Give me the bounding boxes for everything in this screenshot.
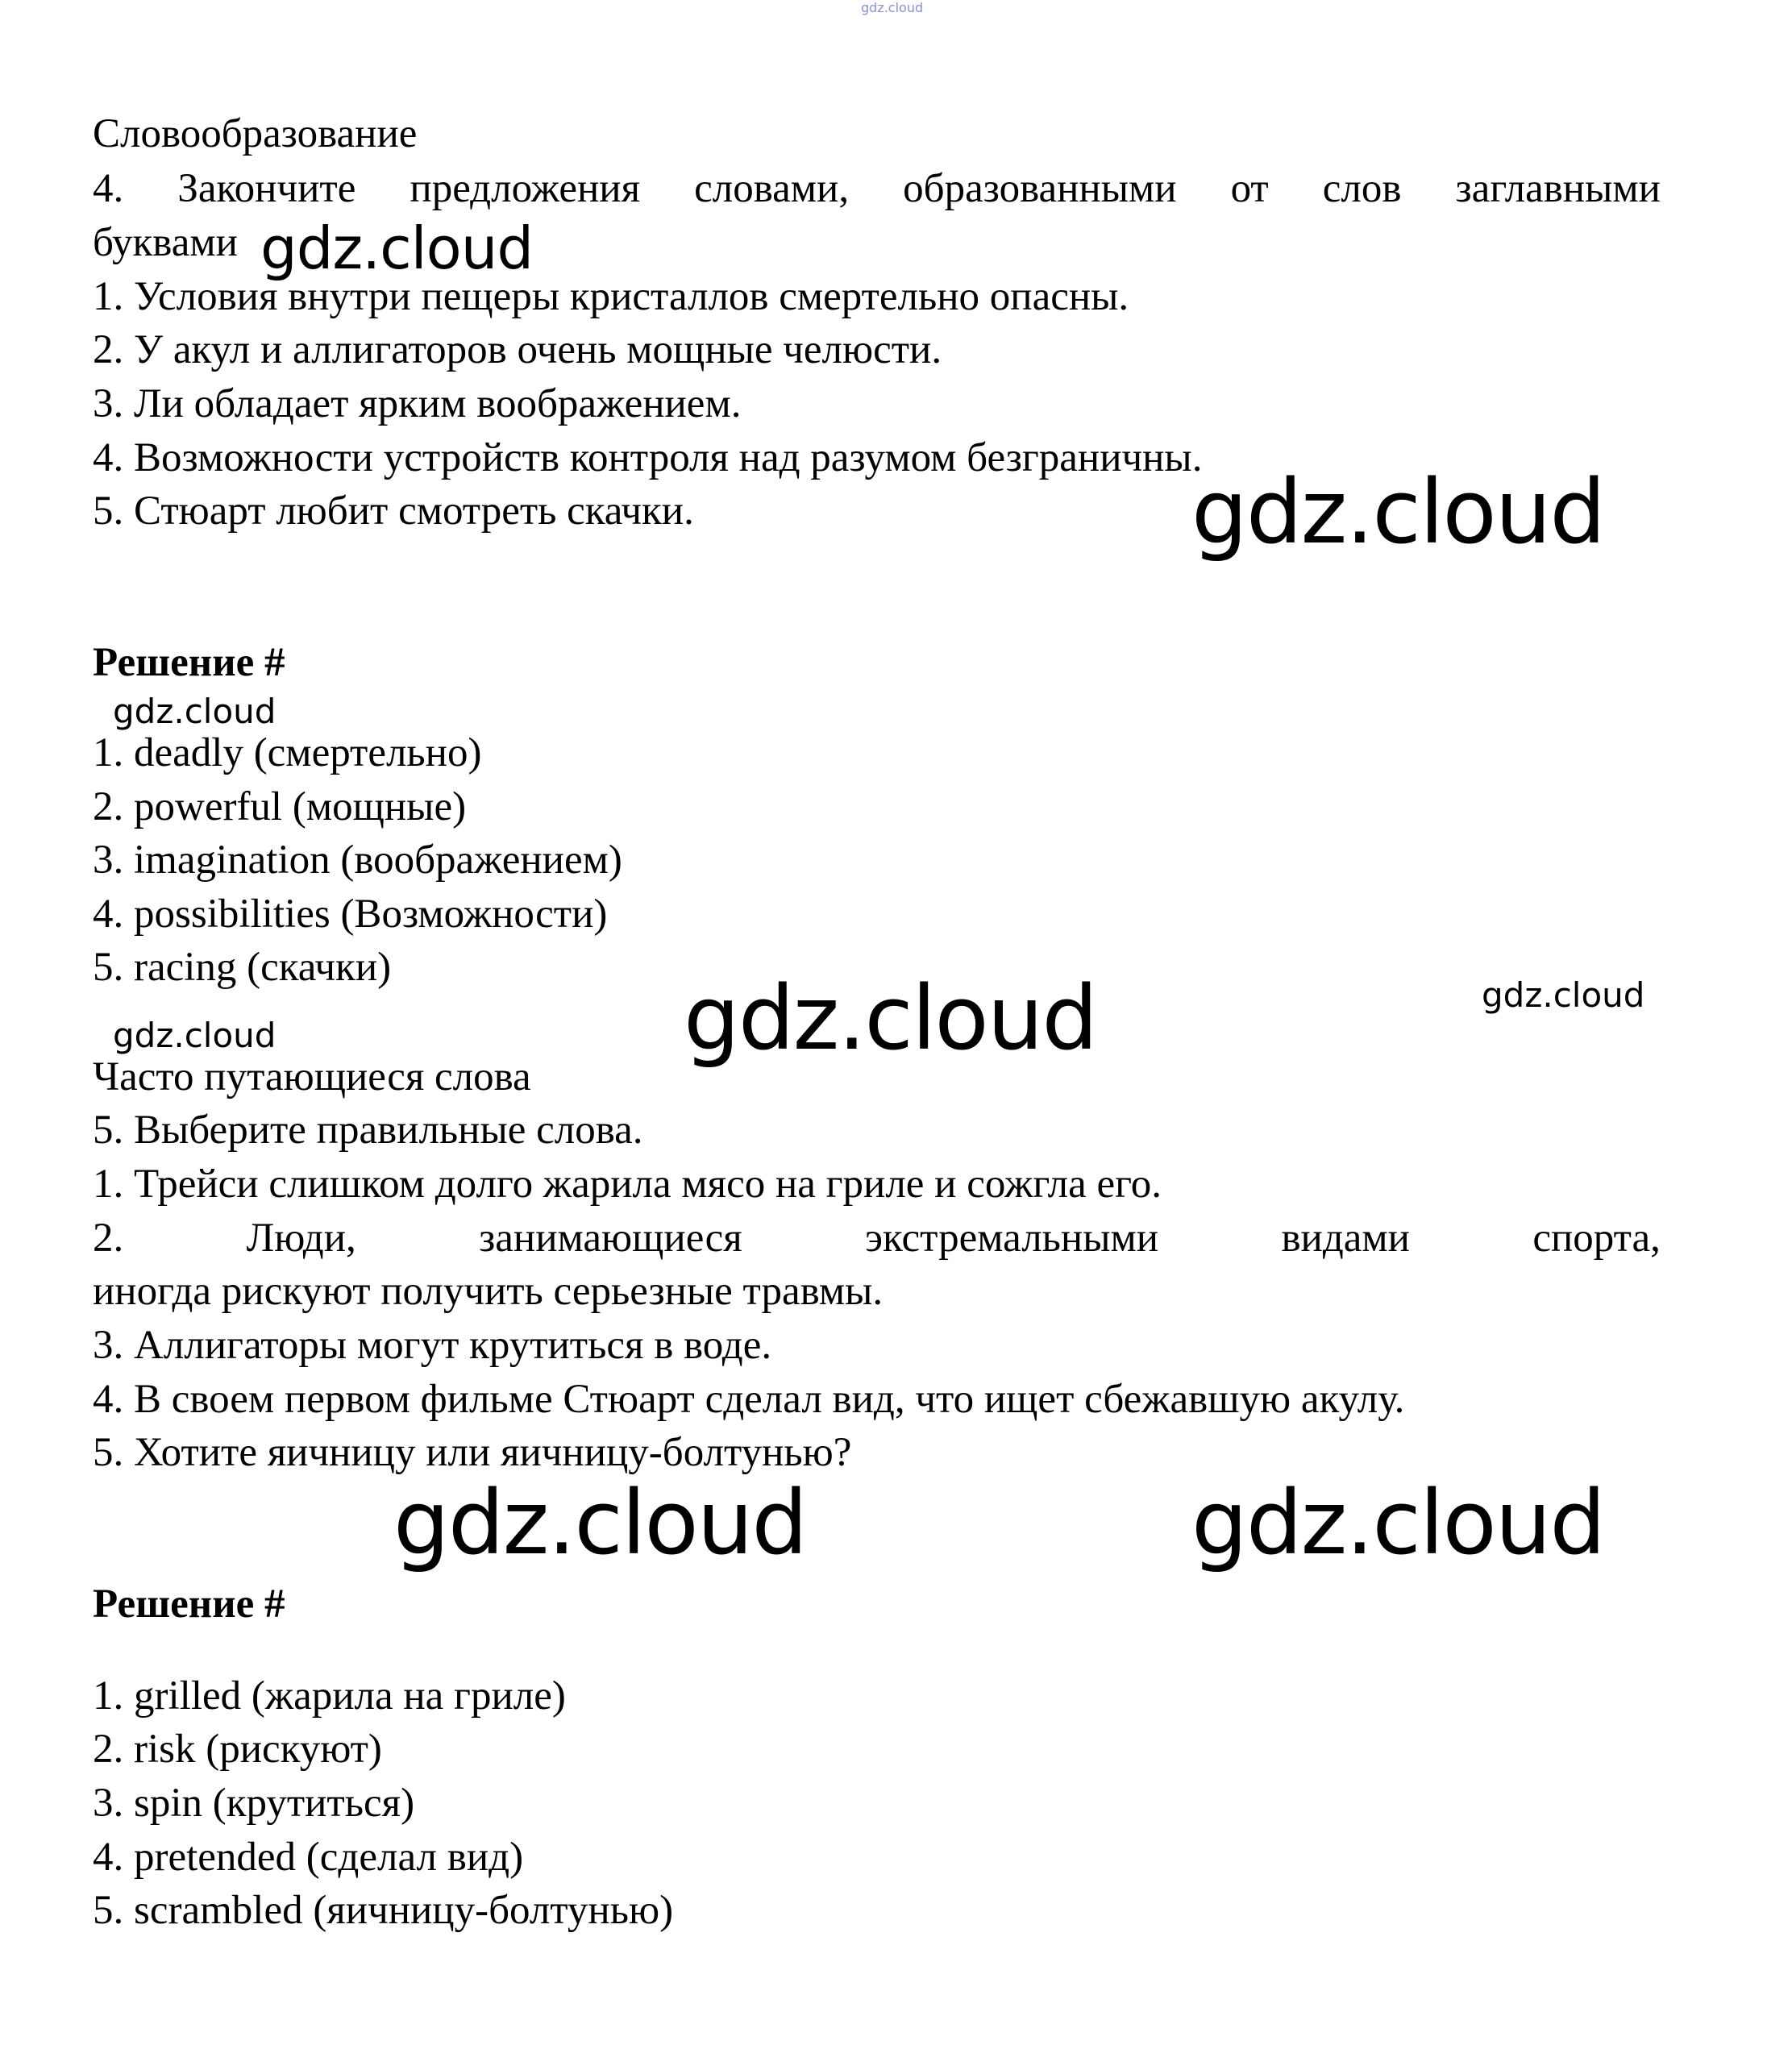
section1-answer: 5. racing (скачки) [93,945,392,990]
section1-answer: 4. possibilities (Возможности) [93,892,608,937]
task-word: предложения [410,166,641,211]
section1-answer: 3. imagination (воображением) [93,838,622,883]
task-word: слов [1322,166,1402,211]
section1-item: 1. Условия внутри пещеры кристаллов смертельно опасны. [93,274,1129,319]
section2-task: 5. Выберите правильные слова. [93,1108,643,1153]
section1-answer: 2. powerful (мощные) [93,784,467,829]
item-word: экстремальными [865,1216,1159,1261]
section2-item2-line [93,1214,1661,1262]
section1-answer: 1. deadly (смертельно) [93,730,482,775]
task-word: заглавными [1455,166,1661,211]
section2-answer: 4. pretended (сделал вид) [93,1835,524,1880]
item-word: спорта, [1532,1216,1661,1261]
section2-answer: 5. scrambled (яичницу-болтунью) [93,1888,674,1933]
section2-item: 5. Хотите яичницу или яичницу-болтунью? [93,1430,852,1475]
item-word: Люди, [246,1216,356,1261]
section1-item: 3. Ли обладает ярким воображением. [93,381,742,426]
section1-item: 2. У акул и аллигаторов очень мощные челюсти. [93,327,942,372]
section2-solution-label: Решение # [93,1582,285,1627]
section1-task-tail: буквами [93,220,238,265]
watermark-big: gdz.cloud [684,966,1097,1070]
section2-answer: 1. grilled (жарила на гриле) [93,1673,566,1719]
watermark-small-right: gdz.cloud [1482,975,1645,1015]
section2-answer: 2. risk (рискуют) [93,1727,382,1772]
task-word: словами, [694,166,850,211]
section2-item: 3. Аллигаторы могут крутиться в воде. [93,1323,772,1368]
task-word: 4. [93,166,124,211]
watermark-inline: gdz.cloud [260,214,534,282]
watermark-big: gdz.cloud [1191,1471,1605,1574]
watermark-small: gdz.cloud [113,692,276,731]
watermark-big: gdz.cloud [1191,460,1605,563]
item-word: видами [1281,1216,1410,1261]
item-word: 2. [93,1216,124,1261]
task-word: от [1230,166,1269,211]
section1-heading: Словообразование [93,111,418,156]
task-word: Закончите [177,166,356,211]
section1-task-line [93,164,1661,213]
section1-solution-label: Решение # [93,640,285,685]
section2-item: 4. В своем первом фильме Стюарт сделал вид, что ищет сбежавшую акулу. [93,1377,1405,1422]
watermark-small: gdz.cloud [113,1016,276,1055]
section2-item2-tail: иногда рискуют получить серьезные травмы. [93,1269,884,1314]
section2-answer: 3. spin (крутиться) [93,1781,415,1826]
watermark-top: gdz.cloud [861,0,924,15]
task-word: образованными [903,166,1177,211]
section1-item: 4. Возможности устройств контроля над разумом безграничны. [93,435,1203,480]
section1-item: 5. Стюарт любит смотреть скачки. [93,488,694,534]
item-word: занимающиеся [479,1216,742,1261]
section2-heading: Часто путающиеся слова [93,1054,531,1099]
watermark-big: gdz.cloud [393,1471,807,1574]
section2-item: 1. Трейси слишком долго жарила мясо на гриле и сожгла его. [93,1162,1162,1207]
